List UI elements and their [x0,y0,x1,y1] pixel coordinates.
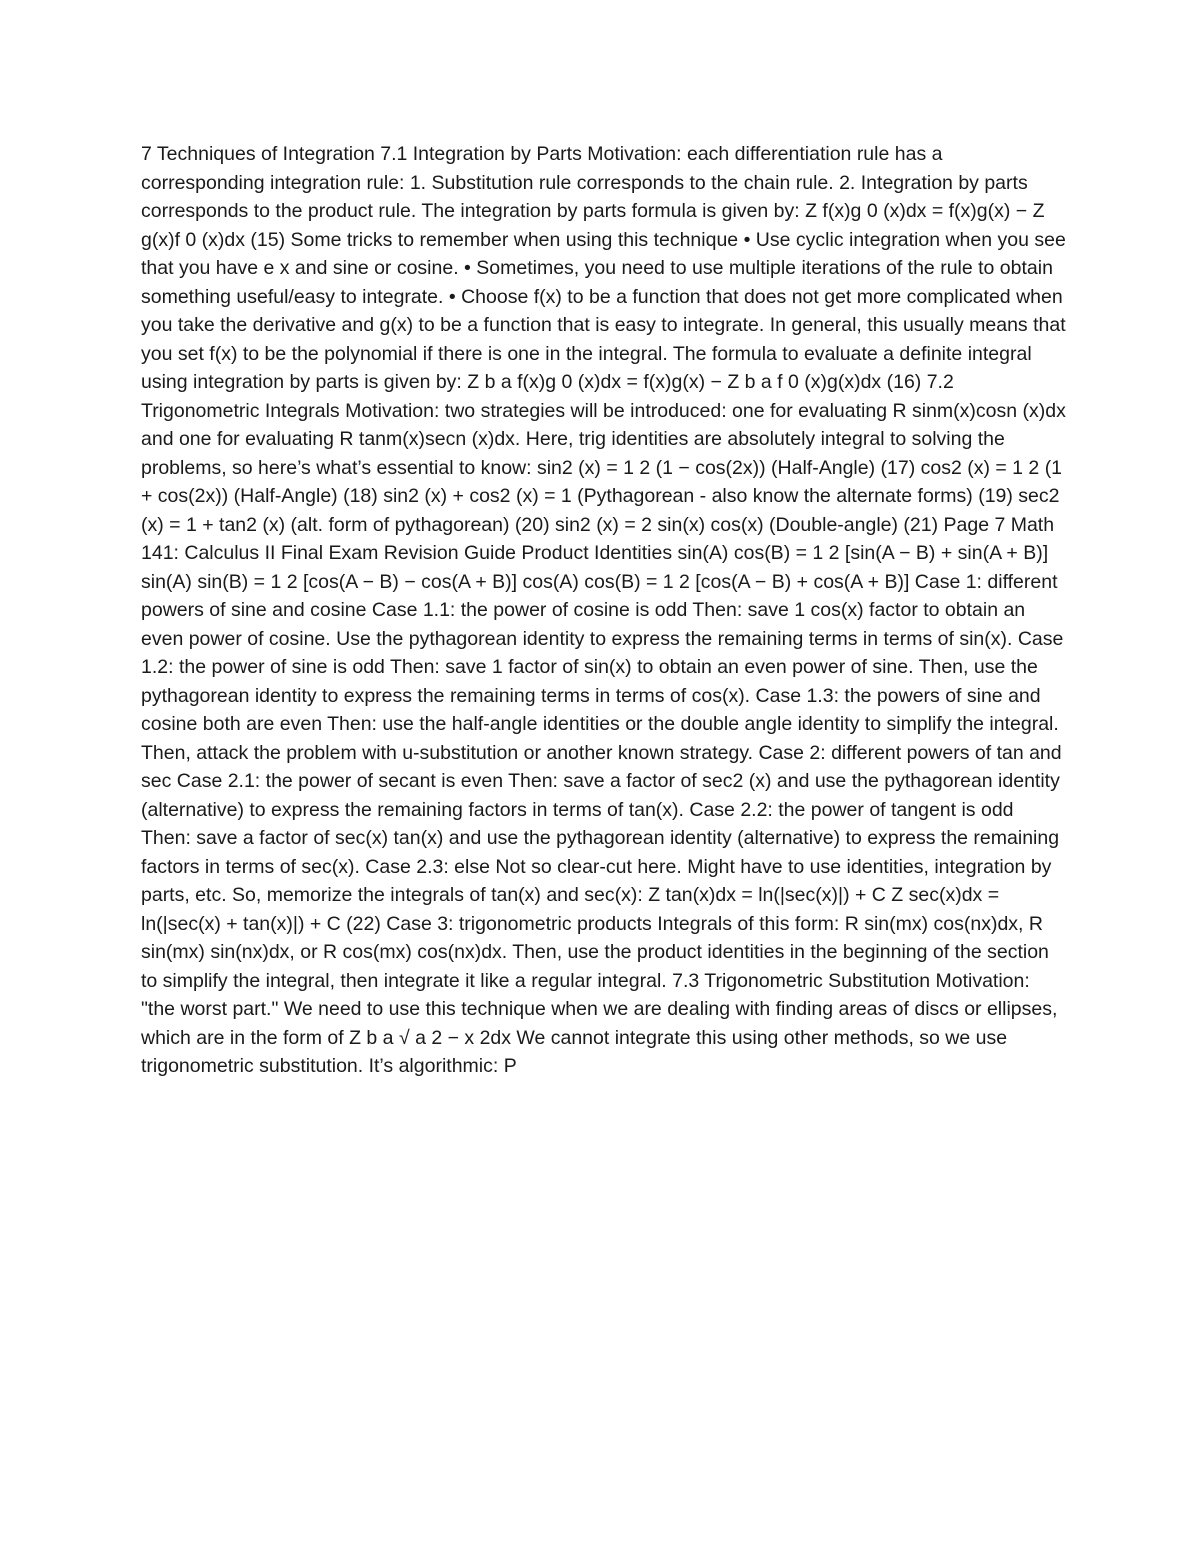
body-text: 7 Techniques of Integration 7.1 Integration by Parts Motivation: each differentiation rule has a corresponding integration rule: 1. Substitution rule corresponds to the chain rule. 2. Integration by parts corresponds to the product rule. The integration by parts formula is given by: Z f(x)g 0 (x)dx = f(x)g(x) − Z g(x)f 0 (x)dx (15) Some tricks to remember when using this technique • Use cyclic integration when you see that you have e x and sine or cosine. • Sometimes, you need to use multiple iterations of the rule to obtain something useful/easy to integrate. • Choose f(x) to be a function that does not get more complicated when you take the derivative and g(x) to be a function that is easy to integrate. In general, this usually means that you set f(x) to be the polynomial if there is one in the integral. The formula to evaluate a definite integral using integration by parts is given by: Z b a f(x)g 0 (x)dx = f(x)g(x) − Z b a f 0 (x)g(x)dx (16) 7.2 Trigonometric Integrals Motivation: two strategies will be introduced: one for evaluating R sinm(x)cosn (x)dx and one for evaluating R tanm(x)secn (x)dx. Here, trig identities are absolutely integral to solving the problems, so here’s what’s essential to know: sin2 (x) = 1 2 (1 − cos(2x)) (Half-Angle) (17) cos2 (x) = 1 2 (1 + cos(2x)) (Half-Angle) (18) sin2 (x) + cos2 (x) = 1 (Pythagorean - also know the alternate forms) (19) sec2 (x) = 1 + tan2 (x) (alt. form of pythagorean) (20) sin2 (x) = 2 sin(x) cos(x) (Double-angle) (21) Page 7 Math 141: Calculus II Final Exam Revision Guide Product Identities sin(A) cos(B) = 1 2 [sin(A − B) + sin(A + B)] sin(A) sin(B) = 1 2 [cos(A − B) − cos(A + B)] cos(A) cos(B) = 1 2 [cos(A − B) + cos(A + B)] Case 1: different powers of sine and cosine Case 1.1: the power of cosine is odd Then: save 1 cos(x) factor to obtain an even power of cosine. Use the pythagorean identity to express the remaining terms in terms of sin(x). Case 1.2: the power of sine is odd Then: save 1 factor of sin(x) to obtain an even power of sine. Then, use the pythagorean identity to express the remaining terms in terms of cos(x). Case 1.3: the powers of sine and cosine both are even Then: use the half-angle identities or the double angle identity to simplify the integral. Then, attack the problem with u-substitution or another known strategy. Case 2: different powers of tan and sec Case 2.1: the power of secant is even Then: save a factor of sec2 (x) and use the pythagorean identity (alternative) to express the remaining factors in terms of tan(x). Case 2.2: the power of tangent is odd Then: save a factor of sec(x) tan(x) and use the pythagorean identity (alternative) to express the remaining factors in terms of sec(x). Case 2.3: else Not so clear-cut here. Might have to use identities, integration by parts, etc. So, memorize the integrals of tan(x) and sec(x): Z tan(x)dx = ln(|sec(x)|) + C Z sec(x)dx = ln(|sec(x) + tan(x)|) + C (22) Case 3: trigonometric products Integrals of this form: R sin(mx) cos(nx)dx, R sin(mx) sin(nx)dx, or R cos(mx) cos(nx)dx. Then, use the product identities in the beginning of the section to simplify the integral, then integrate it like a regular integral. 7.3 Trigonometric Substitution Motivation: "the worst part." We need to use this technique when we are dealing with finding areas of discs or ellipses, which are in the form of Z b a √ a 2 − x 2dx We cannot integrate this using other methods, so we use trigonometric substitution. It’s algorithmic: P [141,143,1066,1077]
